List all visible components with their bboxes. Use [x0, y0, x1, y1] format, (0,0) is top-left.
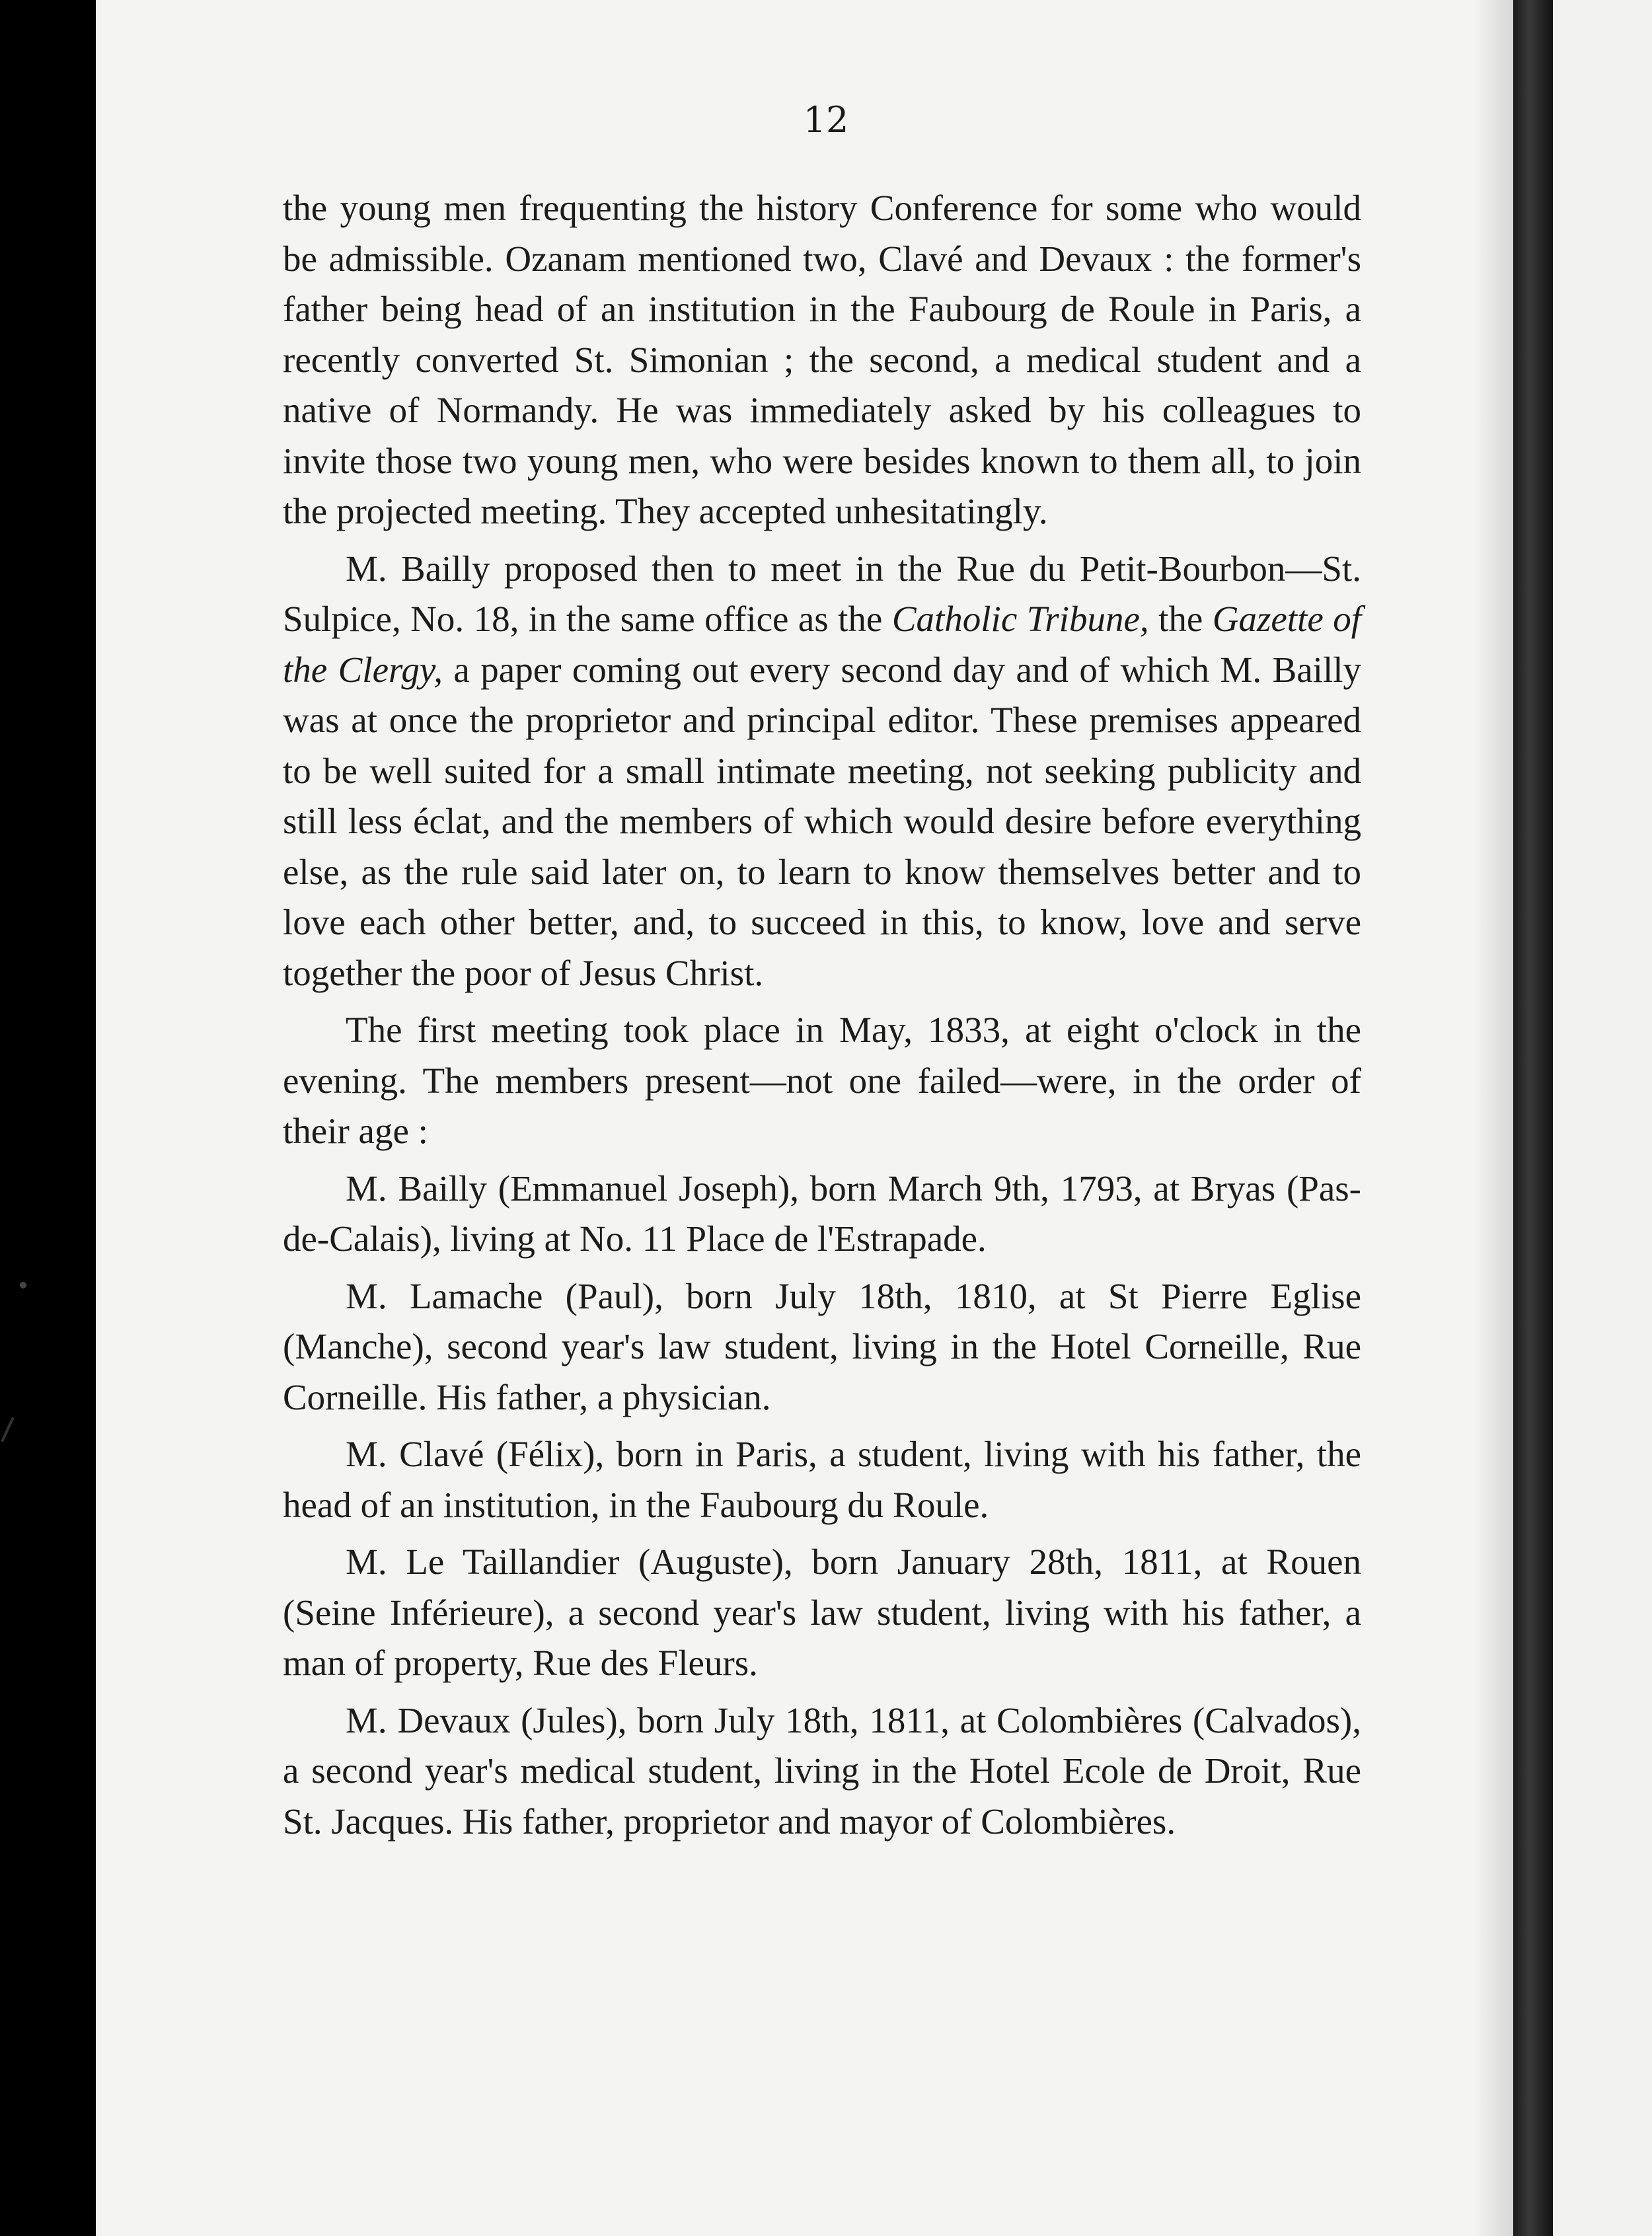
margin-speck [20, 1282, 26, 1288]
facing-page-strip [1553, 0, 1652, 2236]
text-run: M. Le Taillandier (Auguste), born January 28th, 1811, at Rouen (Seine Inférieure), a second year's law student, living with his father, a man of property, Rue des Fleurs. [283, 1542, 1361, 1683]
paragraph [283, 1429, 1361, 1530]
text-run: M. Bailly (Emmanuel Joseph), born March 9th, 1793, at Bryas (Pas-de-Calais), living at No. 11 Place de l'Estrapade. [283, 1168, 1361, 1259]
text-run: the [1148, 599, 1213, 639]
paragraph [283, 1696, 1361, 1847]
margin-scribble [1, 1417, 32, 1451]
paragraph [283, 1164, 1361, 1265]
text-run: the young men frequenting the history Conference for some who would be admissible. Ozanam mentioned two, Clavé and Devaux : the former's father being head of an institution in the Faubourg de Roule in Paris, a recently converted St. Simonian ; the second, a medical student and a native of Normandy. He was immediately asked by his colleagues to invite those two young men, who were besides known to them all, to join the projected meeting. They accepted unhesitatingly. [283, 188, 1361, 531]
page-edge [1513, 0, 1553, 2236]
italic-title: Gazette of the Clergy, [283, 599, 1361, 690]
text-run: M. Bailly proposed then to meet in the Rue du Petit-Bourbon—St. Sulpice, No. 18, in the same office as the [283, 548, 1361, 639]
page-number: 12 [803, 99, 849, 141]
text-run: M. Lamache (Paul), born July 18th, 1810, at St Pierre Eglise (Manche), second year's law student, living in the Hotel Corneille, Rue Corneille. His father, a physician. [283, 1275, 1361, 1417]
body-text [283, 183, 1361, 1847]
paragraph [283, 544, 1361, 999]
text-run: a paper coming out every second day and of which M. Bailly was at once the proprietor and principal editor. These premises appeared to be well suited for a small intimate meeting, not seeking publicity and still less éclat, and the members of which would desire before everything else, as the rule said later on, to learn to know themselves better and to love each other better, and, to succeed in this, to know, love and serve together the poor of Jesus Christ. [283, 649, 1362, 993]
paragraph [283, 1271, 1361, 1423]
paragraph [283, 183, 1361, 537]
gutter-shadow [1474, 0, 1513, 2236]
text-run: The first meeting took place in May, 1833, at eight o'clock in the evening. The members present—not one failed—were, in the order of their age : [283, 1010, 1361, 1151]
paragraph [283, 1005, 1361, 1157]
paragraph [283, 1537, 1361, 1689]
text-run: M. Devaux (Jules), born July 18th, 1811, at Colombières (Calvados), a second year's medical student, living in the Hotel Ecole de Droit, Rue St. Jacques. His father, proprietor and mayor of Colombières. [283, 1699, 1361, 1842]
text-run: M. Clavé (Félix), born in Paris, a student, living with his father, the head of an institution, in the Faubourg du Roule. [283, 1434, 1361, 1525]
italic-title: Catholic Tribune, [891, 599, 1149, 639]
